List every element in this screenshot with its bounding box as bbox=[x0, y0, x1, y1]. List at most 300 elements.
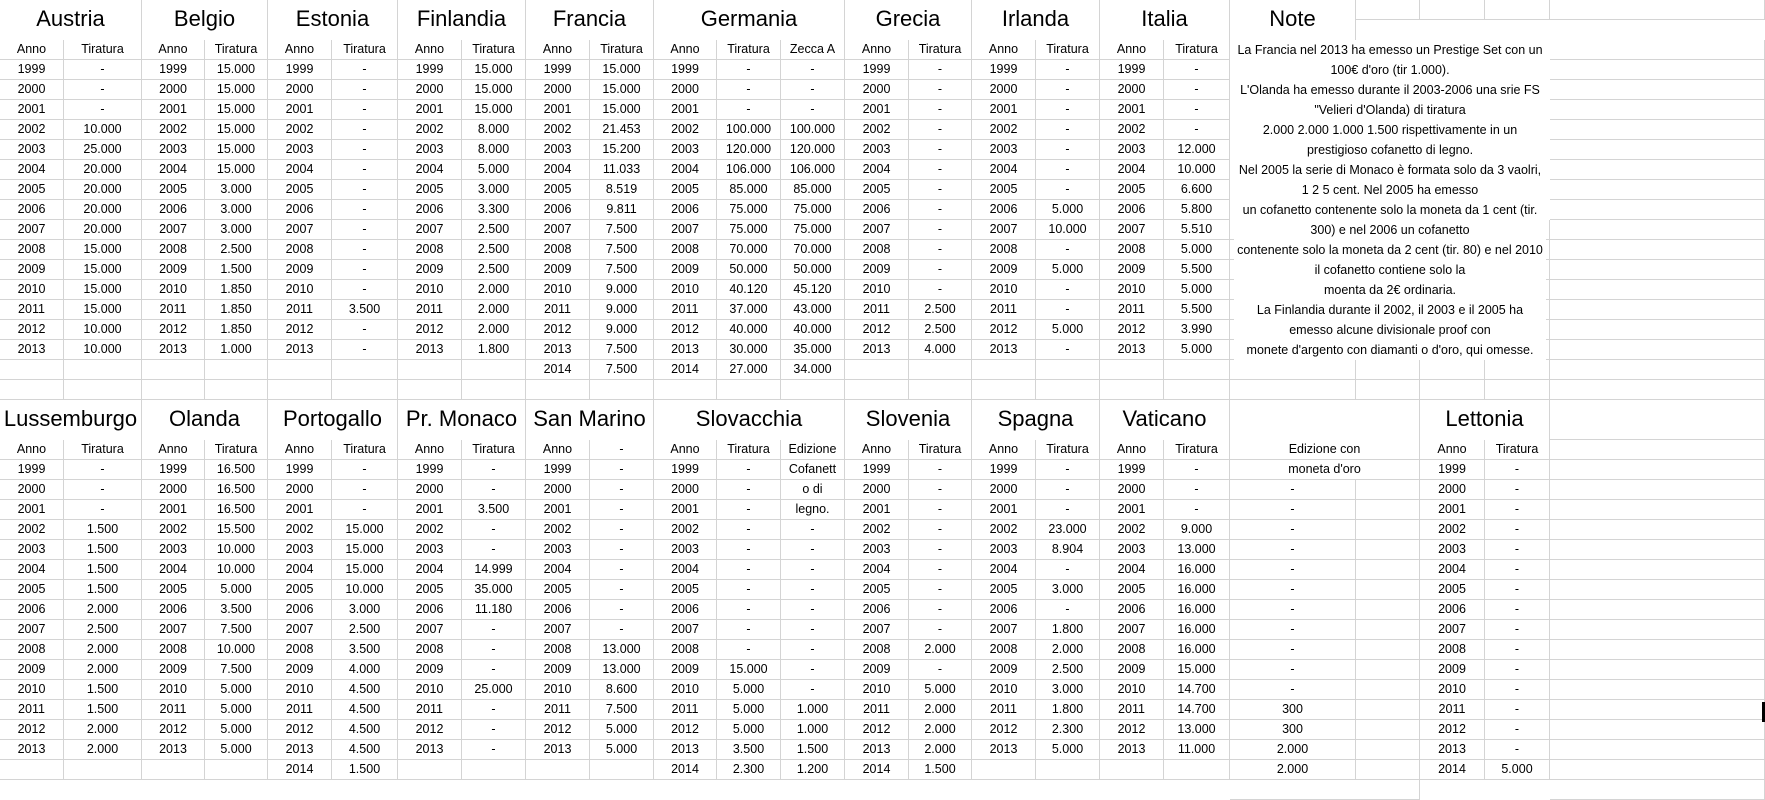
table-cell[interactable]: - bbox=[909, 500, 972, 520]
table-cell[interactable]: - bbox=[1485, 600, 1550, 620]
empty-cell[interactable] bbox=[1550, 560, 1765, 580]
table-cell[interactable]: 1999 bbox=[654, 460, 717, 480]
table-cell[interactable]: - bbox=[1164, 480, 1230, 500]
table-cell[interactable]: 2008 bbox=[526, 240, 590, 260]
empty-cell[interactable] bbox=[1356, 380, 1420, 400]
table-cell[interactable]: 8.000 bbox=[462, 120, 526, 140]
table-cell[interactable]: 2012 bbox=[526, 720, 590, 740]
empty-cell[interactable] bbox=[1356, 540, 1420, 560]
table-cell[interactable]: - bbox=[717, 520, 781, 540]
table-cell[interactable]: - bbox=[1036, 300, 1100, 320]
table-cell[interactable]: 14.700 bbox=[1164, 700, 1230, 720]
table-cell[interactable]: 2000 bbox=[0, 480, 64, 500]
table-cell[interactable]: - bbox=[1036, 500, 1100, 520]
table-cell[interactable]: 10.000 bbox=[332, 580, 398, 600]
table-cell[interactable]: 5.000 bbox=[717, 700, 781, 720]
table-cell[interactable]: 2013 bbox=[972, 740, 1036, 760]
table-cell[interactable]: 10.000 bbox=[64, 120, 142, 140]
table-cell[interactable]: 40.000 bbox=[781, 320, 845, 340]
table-cell[interactable]: 2005 bbox=[0, 180, 64, 200]
table-cell[interactable]: 2003 bbox=[398, 140, 462, 160]
table-cell[interactable]: 2012 bbox=[1420, 720, 1485, 740]
table-cell[interactable]: 1.500 bbox=[332, 760, 398, 780]
table-cell[interactable]: 5.000 bbox=[1164, 280, 1230, 300]
table-cell[interactable]: 2012 bbox=[268, 320, 332, 340]
table-cell[interactable]: 15.000 bbox=[590, 60, 654, 80]
empty-cell[interactable] bbox=[1356, 660, 1420, 680]
table-cell[interactable]: 2.300 bbox=[1036, 720, 1100, 740]
table-cell[interactable]: 2007 bbox=[0, 620, 64, 640]
table-cell[interactable]: 2001 bbox=[845, 100, 909, 120]
table-cell[interactable]: 2001 bbox=[845, 500, 909, 520]
table-cell[interactable]: - bbox=[717, 480, 781, 500]
empty-cell[interactable] bbox=[1485, 360, 1550, 380]
table-cell[interactable]: 2.500 bbox=[205, 240, 268, 260]
empty-cell[interactable] bbox=[1356, 760, 1420, 780]
table-cell[interactable]: - bbox=[1164, 60, 1230, 80]
table-cell[interactable]: 2010 bbox=[654, 680, 717, 700]
table-cell[interactable]: 2006 bbox=[268, 200, 332, 220]
empty-cell[interactable] bbox=[1036, 360, 1100, 380]
table-cell[interactable]: 2000 bbox=[398, 80, 462, 100]
empty-cell[interactable] bbox=[462, 360, 526, 380]
table-cell[interactable]: 2006 bbox=[142, 600, 205, 620]
table-cell[interactable]: - bbox=[909, 540, 972, 560]
table-cell[interactable]: 2010 bbox=[142, 280, 205, 300]
table-cell[interactable]: 2010 bbox=[398, 280, 462, 300]
table-cell[interactable]: - bbox=[462, 720, 526, 740]
table-cell[interactable]: 2011 bbox=[526, 300, 590, 320]
empty-cell[interactable] bbox=[1356, 0, 1420, 20]
table-cell[interactable]: 2005 bbox=[654, 580, 717, 600]
table-cell[interactable]: 5.800 bbox=[1164, 200, 1230, 220]
table-cell[interactable]: 2001 bbox=[398, 500, 462, 520]
empty-cell[interactable] bbox=[1550, 480, 1765, 500]
table-cell[interactable]: 1.800 bbox=[462, 340, 526, 360]
empty-cell[interactable] bbox=[1356, 720, 1420, 740]
table-cell[interactable]: 2008 bbox=[526, 640, 590, 660]
empty-cell[interactable] bbox=[1036, 380, 1100, 400]
empty-cell[interactable] bbox=[64, 360, 142, 380]
table-cell[interactable]: 2008 bbox=[972, 240, 1036, 260]
table-cell[interactable]: 2001 bbox=[0, 100, 64, 120]
table-cell[interactable]: 5.510 bbox=[1164, 220, 1230, 240]
table-cell[interactable]: 2007 bbox=[845, 620, 909, 640]
table-cell[interactable]: 2004 bbox=[268, 160, 332, 180]
table-cell[interactable]: 15.000 bbox=[205, 80, 268, 100]
table-cell[interactable]: - bbox=[1036, 140, 1100, 160]
table-cell[interactable]: - bbox=[909, 280, 972, 300]
table-cell[interactable]: 2001 bbox=[142, 500, 205, 520]
gold-edition-value[interactable]: - bbox=[1230, 540, 1356, 560]
empty-cell[interactable] bbox=[398, 760, 462, 780]
table-cell[interactable]: 2014 bbox=[268, 760, 332, 780]
gold-edition-value[interactable]: 300 bbox=[1230, 720, 1356, 740]
table-cell[interactable]: 2011 bbox=[845, 700, 909, 720]
table-cell[interactable]: - bbox=[590, 600, 654, 620]
table-cell[interactable]: - bbox=[909, 580, 972, 600]
table-cell[interactable]: 2004 bbox=[0, 160, 64, 180]
table-cell[interactable]: 2000 bbox=[845, 80, 909, 100]
table-cell[interactable]: - bbox=[64, 60, 142, 80]
table-cell[interactable]: 2013 bbox=[845, 340, 909, 360]
table-cell[interactable]: 106.000 bbox=[717, 160, 781, 180]
table-cell[interactable]: - bbox=[462, 660, 526, 680]
table-cell[interactable]: 2001 bbox=[972, 500, 1036, 520]
table-cell[interactable]: 13.000 bbox=[1164, 720, 1230, 740]
table-cell[interactable]: 2005 bbox=[845, 580, 909, 600]
empty-cell[interactable] bbox=[1100, 360, 1164, 380]
table-cell[interactable]: - bbox=[332, 280, 398, 300]
table-cell[interactable]: 2006 bbox=[845, 600, 909, 620]
table-cell[interactable]: 2012 bbox=[142, 720, 205, 740]
table-cell[interactable]: 2002 bbox=[398, 520, 462, 540]
table-cell[interactable]: 9.000 bbox=[590, 280, 654, 300]
table-cell[interactable]: 9.000 bbox=[590, 320, 654, 340]
table-cell[interactable]: 16.000 bbox=[1164, 640, 1230, 660]
empty-cell[interactable] bbox=[1420, 380, 1485, 400]
table-cell[interactable]: - bbox=[1485, 680, 1550, 700]
empty-cell[interactable] bbox=[142, 760, 205, 780]
table-cell[interactable]: 15.000 bbox=[332, 560, 398, 580]
table-cell[interactable]: 2002 bbox=[972, 520, 1036, 540]
table-cell[interactable]: 2003 bbox=[845, 140, 909, 160]
table-cell[interactable]: 2006 bbox=[0, 600, 64, 620]
table-cell[interactable]: 2009 bbox=[398, 660, 462, 680]
empty-cell[interactable] bbox=[1550, 700, 1765, 720]
table-cell[interactable]: 10.000 bbox=[205, 560, 268, 580]
empty-cell[interactable] bbox=[1550, 600, 1765, 620]
table-cell[interactable]: 2006 bbox=[526, 200, 590, 220]
empty-cell[interactable] bbox=[1550, 620, 1765, 640]
empty-cell[interactable] bbox=[268, 360, 332, 380]
table-cell[interactable]: - bbox=[717, 80, 781, 100]
table-cell[interactable]: 5.000 bbox=[909, 680, 972, 700]
table-cell[interactable]: 2010 bbox=[845, 680, 909, 700]
table-cell[interactable]: 2010 bbox=[654, 280, 717, 300]
table-cell[interactable]: 2007 bbox=[1100, 620, 1164, 640]
table-cell[interactable]: - bbox=[1036, 120, 1100, 140]
table-cell[interactable]: 2006 bbox=[1100, 600, 1164, 620]
table-cell[interactable]: - bbox=[1485, 620, 1550, 640]
table-cell[interactable]: 5.000 bbox=[205, 680, 268, 700]
table-cell[interactable]: 2013 bbox=[654, 740, 717, 760]
table-cell[interactable]: 2008 bbox=[654, 240, 717, 260]
table-cell[interactable]: 15.000 bbox=[462, 60, 526, 80]
table-cell[interactable]: 1.500 bbox=[64, 540, 142, 560]
table-cell[interactable]: - bbox=[332, 240, 398, 260]
table-cell[interactable]: - bbox=[1036, 460, 1100, 480]
table-cell[interactable]: - bbox=[909, 100, 972, 120]
table-cell[interactable]: - bbox=[781, 680, 845, 700]
table-cell[interactable]: 2007 bbox=[1100, 220, 1164, 240]
table-cell[interactable]: 2008 bbox=[845, 240, 909, 260]
table-cell[interactable]: - bbox=[590, 480, 654, 500]
empty-cell[interactable] bbox=[1164, 360, 1230, 380]
table-cell[interactable]: 106.000 bbox=[781, 160, 845, 180]
table-cell[interactable]: 2004 bbox=[142, 560, 205, 580]
table-cell[interactable]: 2013 bbox=[972, 340, 1036, 360]
empty-cell[interactable] bbox=[205, 360, 268, 380]
table-cell[interactable]: - bbox=[909, 160, 972, 180]
table-cell[interactable]: 13.000 bbox=[590, 640, 654, 660]
empty-cell[interactable] bbox=[845, 380, 909, 400]
table-cell[interactable]: 2003 bbox=[268, 540, 332, 560]
empty-cell[interactable] bbox=[1550, 140, 1765, 160]
table-cell[interactable]: 45.120 bbox=[781, 280, 845, 300]
empty-cell[interactable] bbox=[1550, 220, 1765, 240]
table-cell[interactable]: 10.000 bbox=[1036, 220, 1100, 240]
table-cell[interactable]: - bbox=[332, 260, 398, 280]
empty-cell[interactable] bbox=[1550, 740, 1765, 760]
table-cell[interactable]: - bbox=[590, 500, 654, 520]
table-cell[interactable]: 2005 bbox=[398, 180, 462, 200]
table-cell[interactable]: 2006 bbox=[142, 200, 205, 220]
empty-cell[interactable] bbox=[845, 360, 909, 380]
table-cell[interactable]: 2009 bbox=[1420, 660, 1485, 680]
table-cell[interactable]: 2002 bbox=[1420, 520, 1485, 540]
table-cell[interactable]: 2002 bbox=[268, 120, 332, 140]
table-cell[interactable]: 1999 bbox=[268, 60, 332, 80]
table-cell[interactable]: 21.453 bbox=[590, 120, 654, 140]
table-cell[interactable]: 2003 bbox=[0, 540, 64, 560]
gold-edition-value[interactable]: - bbox=[1230, 660, 1356, 680]
table-cell[interactable]: 3.000 bbox=[1036, 580, 1100, 600]
table-cell[interactable]: 5.000 bbox=[1164, 340, 1230, 360]
table-cell[interactable]: 2008 bbox=[398, 640, 462, 660]
table-cell[interactable]: 2011 bbox=[398, 300, 462, 320]
table-cell[interactable]: - bbox=[590, 540, 654, 560]
table-cell[interactable]: 2012 bbox=[0, 720, 64, 740]
empty-cell[interactable] bbox=[205, 380, 268, 400]
table-cell[interactable]: 2006 bbox=[972, 600, 1036, 620]
table-cell[interactable]: 2003 bbox=[1420, 540, 1485, 560]
table-cell[interactable]: 2004 bbox=[398, 560, 462, 580]
table-cell[interactable]: - bbox=[332, 180, 398, 200]
table-cell[interactable]: 2009 bbox=[268, 260, 332, 280]
empty-cell[interactable] bbox=[526, 380, 590, 400]
table-cell[interactable]: 2012 bbox=[0, 320, 64, 340]
table-cell[interactable]: 3.500 bbox=[717, 740, 781, 760]
table-cell[interactable]: - bbox=[717, 620, 781, 640]
empty-cell[interactable] bbox=[1485, 380, 1550, 400]
table-cell[interactable]: 1999 bbox=[398, 60, 462, 80]
empty-cell[interactable] bbox=[1550, 160, 1765, 180]
table-cell[interactable]: 2013 bbox=[1100, 740, 1164, 760]
table-cell[interactable]: 2003 bbox=[268, 140, 332, 160]
empty-cell[interactable] bbox=[1550, 260, 1765, 280]
table-cell[interactable]: 2006 bbox=[398, 200, 462, 220]
table-cell[interactable]: 7.500 bbox=[590, 700, 654, 720]
empty-cell[interactable] bbox=[1550, 580, 1765, 600]
table-cell[interactable]: 2004 bbox=[268, 560, 332, 580]
table-cell[interactable]: - bbox=[909, 140, 972, 160]
table-cell[interactable]: 15.000 bbox=[1164, 660, 1230, 680]
table-cell[interactable]: 2005 bbox=[526, 180, 590, 200]
table-cell[interactable]: - bbox=[717, 100, 781, 120]
table-cell[interactable]: 3.500 bbox=[332, 640, 398, 660]
table-cell[interactable]: 2002 bbox=[142, 120, 205, 140]
empty-cell[interactable] bbox=[1164, 760, 1230, 780]
table-cell[interactable]: - bbox=[1485, 720, 1550, 740]
table-cell[interactable]: - bbox=[590, 520, 654, 540]
table-cell[interactable]: 3.000 bbox=[332, 600, 398, 620]
table-cell[interactable]: 2014 bbox=[654, 360, 717, 380]
table-cell[interactable]: 7.500 bbox=[590, 240, 654, 260]
table-cell[interactable]: 2006 bbox=[972, 200, 1036, 220]
table-cell[interactable]: 37.000 bbox=[717, 300, 781, 320]
empty-cell[interactable] bbox=[0, 380, 64, 400]
empty-cell[interactable] bbox=[972, 380, 1036, 400]
table-cell[interactable]: 27.000 bbox=[717, 360, 781, 380]
table-cell[interactable]: - bbox=[332, 200, 398, 220]
table-cell[interactable]: 16.000 bbox=[1164, 580, 1230, 600]
table-cell[interactable]: - bbox=[462, 460, 526, 480]
table-cell[interactable]: - bbox=[1485, 460, 1550, 480]
table-cell[interactable]: 5.000 bbox=[717, 680, 781, 700]
table-cell[interactable]: 1999 bbox=[1100, 460, 1164, 480]
table-cell[interactable]: 15.000 bbox=[590, 100, 654, 120]
table-cell[interactable]: 1.500 bbox=[64, 700, 142, 720]
table-cell[interactable]: - bbox=[1036, 100, 1100, 120]
table-cell[interactable]: - bbox=[781, 620, 845, 640]
table-cell[interactable]: 2014 bbox=[526, 360, 590, 380]
table-cell[interactable]: - bbox=[332, 60, 398, 80]
table-cell[interactable]: - bbox=[781, 100, 845, 120]
table-cell[interactable]: 75.000 bbox=[781, 220, 845, 240]
empty-cell[interactable] bbox=[1356, 620, 1420, 640]
table-cell[interactable]: 2004 bbox=[654, 160, 717, 180]
table-cell[interactable]: - bbox=[1164, 460, 1230, 480]
empty-cell[interactable] bbox=[64, 380, 142, 400]
table-cell[interactable]: 30.000 bbox=[717, 340, 781, 360]
empty-cell[interactable] bbox=[781, 380, 845, 400]
table-cell[interactable]: - bbox=[781, 520, 845, 540]
table-cell[interactable]: 2010 bbox=[972, 280, 1036, 300]
empty-cell[interactable] bbox=[1550, 180, 1765, 200]
empty-cell[interactable] bbox=[1420, 360, 1485, 380]
table-cell[interactable]: 9.811 bbox=[590, 200, 654, 220]
table-cell[interactable]: 2007 bbox=[268, 220, 332, 240]
table-cell[interactable]: 1999 bbox=[0, 460, 64, 480]
empty-cell[interactable] bbox=[0, 360, 64, 380]
table-cell[interactable]: 13.000 bbox=[1164, 540, 1230, 560]
table-cell[interactable]: 2003 bbox=[654, 140, 717, 160]
table-cell[interactable]: 5.000 bbox=[1036, 260, 1100, 280]
empty-cell[interactable] bbox=[526, 760, 590, 780]
table-cell[interactable]: 2014 bbox=[1420, 760, 1485, 780]
table-cell[interactable]: 15.000 bbox=[332, 540, 398, 560]
table-cell[interactable]: 2013 bbox=[142, 340, 205, 360]
table-cell[interactable]: 2013 bbox=[1420, 740, 1485, 760]
table-cell[interactable]: - bbox=[909, 120, 972, 140]
table-cell[interactable]: 2011 bbox=[142, 700, 205, 720]
table-cell[interactable]: - bbox=[462, 740, 526, 760]
table-cell[interactable]: 2011 bbox=[654, 700, 717, 720]
table-cell[interactable]: 2007 bbox=[398, 220, 462, 240]
empty-cell[interactable] bbox=[1550, 60, 1765, 80]
table-cell[interactable]: 2001 bbox=[268, 500, 332, 520]
table-cell[interactable]: - bbox=[332, 80, 398, 100]
gold-edition-value[interactable]: 300 bbox=[1230, 700, 1356, 720]
table-cell[interactable]: - bbox=[909, 80, 972, 100]
table-cell[interactable]: 1999 bbox=[398, 460, 462, 480]
table-cell[interactable]: 16.000 bbox=[1164, 620, 1230, 640]
table-cell[interactable]: 2000 bbox=[845, 480, 909, 500]
table-cell[interactable]: 11.033 bbox=[590, 160, 654, 180]
table-cell[interactable]: 2000 bbox=[654, 80, 717, 100]
table-cell[interactable]: 2002 bbox=[0, 520, 64, 540]
table-cell[interactable]: 2009 bbox=[1100, 260, 1164, 280]
table-cell[interactable]: - bbox=[1485, 540, 1550, 560]
table-cell[interactable]: 75.000 bbox=[781, 200, 845, 220]
table-cell[interactable]: 2004 bbox=[972, 160, 1036, 180]
table-cell[interactable]: 15.000 bbox=[332, 520, 398, 540]
table-cell[interactable]: 2012 bbox=[398, 320, 462, 340]
table-cell[interactable]: - bbox=[1164, 120, 1230, 140]
table-cell[interactable]: 2012 bbox=[654, 320, 717, 340]
table-cell[interactable]: 2005 bbox=[268, 180, 332, 200]
empty-cell[interactable] bbox=[142, 360, 205, 380]
table-cell[interactable]: 11.000 bbox=[1164, 740, 1230, 760]
table-cell[interactable]: - bbox=[1036, 480, 1100, 500]
table-cell[interactable]: 1.800 bbox=[1036, 620, 1100, 640]
table-cell[interactable]: 5.000 bbox=[205, 720, 268, 740]
table-cell[interactable]: 25.000 bbox=[462, 680, 526, 700]
table-cell[interactable]: 2005 bbox=[0, 580, 64, 600]
empty-cell[interactable] bbox=[1550, 320, 1765, 340]
table-cell[interactable]: - bbox=[462, 540, 526, 560]
table-cell[interactable]: 16.000 bbox=[1164, 560, 1230, 580]
table-cell[interactable]: 2.500 bbox=[462, 240, 526, 260]
table-cell[interactable]: 2008 bbox=[268, 640, 332, 660]
table-cell[interactable]: 2000 bbox=[0, 80, 64, 100]
table-cell[interactable]: 2004 bbox=[1100, 560, 1164, 580]
table-cell[interactable]: 2005 bbox=[972, 180, 1036, 200]
table-cell[interactable]: - bbox=[1164, 100, 1230, 120]
table-cell[interactable]: 8.000 bbox=[462, 140, 526, 160]
empty-cell[interactable] bbox=[1230, 380, 1356, 400]
table-cell[interactable]: 2012 bbox=[845, 720, 909, 740]
table-cell[interactable]: 15.000 bbox=[64, 280, 142, 300]
table-cell[interactable]: 2007 bbox=[972, 220, 1036, 240]
table-cell[interactable]: 5.000 bbox=[1036, 320, 1100, 340]
table-cell[interactable]: - bbox=[717, 60, 781, 80]
table-cell[interactable]: 1.500 bbox=[205, 260, 268, 280]
table-cell[interactable]: 16.000 bbox=[1164, 600, 1230, 620]
table-cell[interactable]: 2003 bbox=[1100, 140, 1164, 160]
table-cell[interactable]: 40.000 bbox=[717, 320, 781, 340]
table-cell[interactable]: 2.300 bbox=[717, 760, 781, 780]
table-cell[interactable]: 50.000 bbox=[717, 260, 781, 280]
table-cell[interactable]: 2011 bbox=[268, 700, 332, 720]
table-cell[interactable]: 1.800 bbox=[1036, 700, 1100, 720]
table-cell[interactable]: 2007 bbox=[0, 220, 64, 240]
table-cell[interactable]: 1999 bbox=[142, 460, 205, 480]
gold-edition-value[interactable]: - bbox=[1230, 520, 1356, 540]
table-cell[interactable]: 15.000 bbox=[717, 660, 781, 680]
table-cell[interactable]: 2009 bbox=[845, 260, 909, 280]
table-cell[interactable]: 7.500 bbox=[590, 360, 654, 380]
table-cell[interactable]: - bbox=[462, 700, 526, 720]
table-cell[interactable]: 2009 bbox=[526, 260, 590, 280]
table-cell[interactable]: 2013 bbox=[526, 740, 590, 760]
table-cell[interactable]: - bbox=[1036, 600, 1100, 620]
table-cell[interactable]: 2007 bbox=[142, 620, 205, 640]
table-cell[interactable]: - bbox=[590, 580, 654, 600]
table-cell[interactable]: 2004 bbox=[142, 160, 205, 180]
table-cell[interactable]: 2003 bbox=[972, 140, 1036, 160]
